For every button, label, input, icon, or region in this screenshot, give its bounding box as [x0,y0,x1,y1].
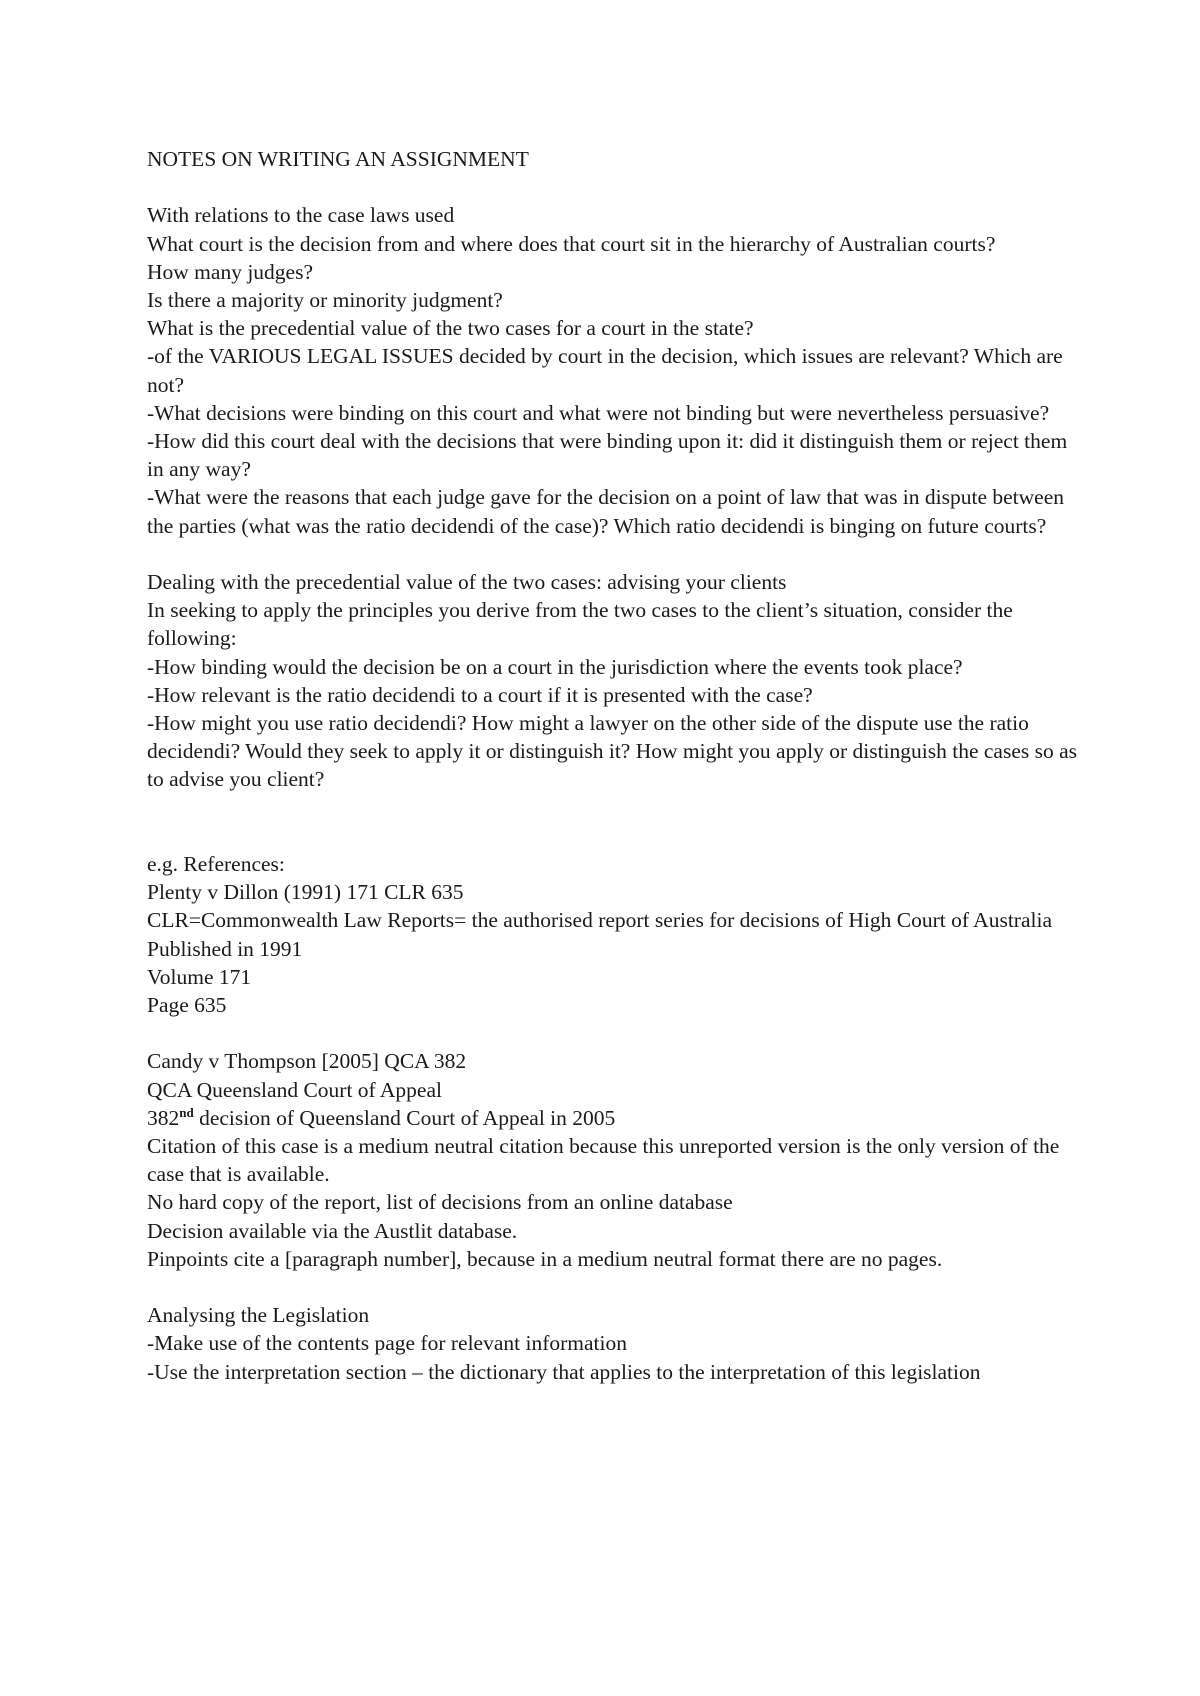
candy-line: Decision available via the Austlit database. [147,1218,518,1243]
case-law-line: What is the precedential value of the two cases for a court in the state? [147,316,754,341]
case-law-line: -What decisions were binding on this court and what were not binding but were nevertheless persuasive? [147,400,1050,425]
decision-rest: decision of Queensland Court of Appeal in 2005 [193,1105,616,1130]
references-section [147,850,1077,1019]
precedential-heading: Dealing with the precedential value of the two cases: advising your clients [147,570,787,595]
case-law-line: -How did this court deal with the decisions that were binding upon it: did it distinguish them or reject them in any way? [147,429,1068,482]
precedential-line: In seeking to apply the principles you derive from the two cases to the client’s situation, consider the following: [147,598,1013,651]
case-law-section [147,201,1077,539]
document-title: NOTES ON WRITING AN ASSIGNMENT [147,147,529,171]
candy-court: QCA Queensland Court of Appeal [147,1077,442,1102]
decision-suffix: nd [179,1104,194,1120]
candy-heading: Candy v Thompson [2005] QCA 382 [147,1049,467,1074]
case-law-line: What court is the decision from and where does that court sit in the hierarchy of Australian courts? [147,231,996,256]
case-law-line: How many judges? [147,259,313,284]
decision-number: 382 [147,1105,180,1130]
precedential-line: -How relevant is the ratio decidendi to a court if it is presented with the case? [147,682,813,707]
candy-line: No hard copy of the report, list of decisions from an online database [147,1190,733,1215]
legislation-line: -Make use of the contents page for relevant information [147,1331,627,1356]
document-page [147,145,1077,1414]
case-law-heading: With relations to the case laws used [147,203,455,228]
case-law-line: -What were the reasons that each judge gave for the decision on a point of law that was in dispute between the parties (what was the ratio decidendi of the case)? Which ratio decidendi is binging on future courts? [147,485,1065,538]
reference-line: Plenty v Dillon (1991) 171 CLR 635 [147,880,464,905]
reference-line: Volume 171 [147,964,252,989]
precedential-line: -How binding would the decision be on a court in the jurisdiction where the events took place? [147,654,963,679]
candy-line: Pinpoints cite a [paragraph number], because in a medium neutral format there are no pages. [147,1246,943,1271]
case-law-line: Is there a majority or minority judgment? [147,288,503,312]
reference-line: Page 635 [147,993,227,1018]
references-heading: e.g. References: [147,852,285,877]
case-law-line: -of the VARIOUS LEGAL ISSUES decided by court in the decision, which issues are relevant? Which are not? [147,344,1063,397]
legislation-heading: Analysing the Legislation [147,1303,370,1328]
candy-decision-line [147,1104,1077,1132]
precedential-section [147,568,1077,794]
reference-line: Published in 1991 [147,936,303,961]
candy-line: Citation of this case is a medium neutral citation because this unreported version is the only version of the case that is available. [147,1134,1060,1187]
legislation-line: -Use the interpretation section – the dictionary that applies to the interpretation of this legislation [147,1359,981,1384]
candy-section [147,1047,1077,1273]
precedential-line: -How might you use ratio decidendi? How might a lawyer on the other side of the dispute use the ratio decidendi? Would they seek to apply it or distinguish it? How might you apply or distinguish the cases so as to advise you client? [147,711,1078,792]
reference-line: CLR=Commonwealth Law Reports= the authorised report series for decisions of High Court of Australia [147,908,1052,933]
legislation-section [147,1301,1077,1386]
